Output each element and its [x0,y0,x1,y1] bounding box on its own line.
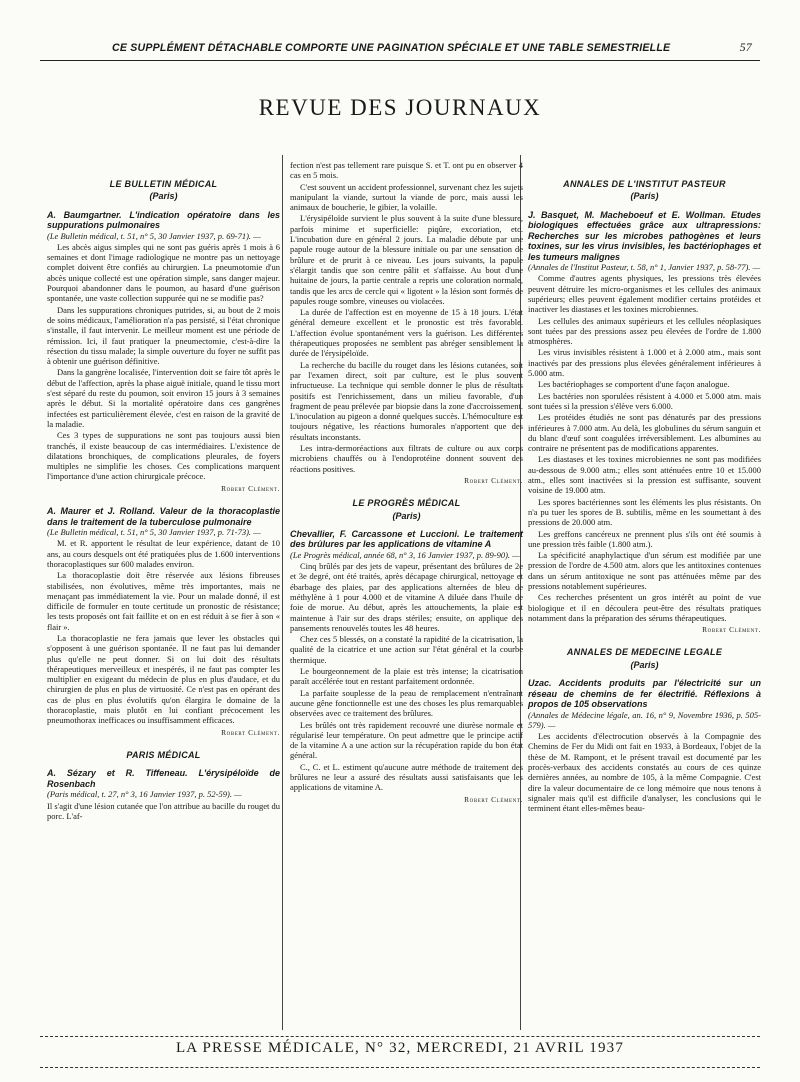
paragraph: La recherche du bacille du rouget dans les lésions cutanées, soit par l'examen direct, soit par culture, est le plus souvent infructueuse. La technique qui semble donner le plus de résultats positifs est l'enrichissement, dans un milieu favorable, d'un fragment de peau prélevée par biopsie dans la zone d'accroissement. L'inoculation au pigeon a donné quelques succès. L'hémoculture est toujours négative, les réactions humorales n'apportent que des résultats inconstants. [290,359,523,442]
paragraph: C'est souvent un accident professionnel, survenant chez les sujets manipulant la viande, surtout la viande de porc, mais aussi les animaux de boucherie, le gibier, la volaille. [290,181,523,213]
header-rule [40,60,760,61]
paragraph: Dans la gangrène localisée, l'intervention doit se faire tôt après le début de l'affection, après la phase aiguë initiale, quand le tissu mort s'est séparé du reste du poumon, soit environ 15 jours à 3 semaines après le début. Si la mortalité opératoire dans ces gangrènes infectées est particulièrement élevée, c'est en raison de la gravité de la maladie. [47,367,280,429]
section-masthead: REVUE DES JOURNAUX [258,95,542,120]
article-heading: Chevallier, F. Carcassone et Luccioni. Le traitement des brûlures par les applications de vitamine A [290,528,523,550]
column-2 [290,160,523,817]
paragraph: Dans les suppurations chroniques putrides, si, au bout de 2 mois de soins médicaux, l'amélioration n'a pas persisté, si l'état chronique s'installe, il faut intervenir. Le meilleur moment est une période de rémission. Ici, il faut pratiquer la pneumectomie, c'est-à-dire la résection du tissu malade; la simple ouverture du foyer ne suffit pas à obtenir une guérison définitive. [47,304,280,367]
paragraph: fection n'est pas tellement rare puisque S. et T. ont pu en observer 4 cas en 5 mois. [290,160,523,181]
author-signature: Robert Clément. [221,727,280,737]
article-heading: J. Basquet, M. Macheboeuf et E. Wollman. Etudes biologiques effectuées grâce aux ultrapressions: Recherches sur les microbes pathogènes et leurs toxines, sur les virus invisibles, les bactériophages et les tumeurs malignes [528,209,761,262]
page-number: 57 [739,40,752,54]
paragraph: Les bactéries non sporulées résistent à 4.000 et 5.000 atm. mais sont tuées si la pression s'élève vers 6.000. [528,390,761,411]
paragraph: Cinq brûlés par des jets de vapeur, présentant des brûlures de 2e et 3e degré, ont été traités, après décapage chirurgical, nettoyage et ébarbage des plaies, par des applications alternées de bleu de méthylène à 1 pour 4.000 et de vitamine A diluée dans l'huile de foie de morue. Au début, après les attouchements, la plaie est maintenue à l'air sur des draps stériles; ensuite, on applique des pansements renouvelés toutes les 48 heures. [290,561,523,633]
paragraph: Les virus invisibles résistent à 1.000 et à 2.000 atm., mais sont inactivés par des pressions plus élevées généralement inférieures à 5.000 atm. [528,347,761,379]
paragraph: La thoracoplastie doit être réservée aux lésions fibreuses stabilisées, non évolutives, même très importantes, mais ne menaçant pas immédiatement la vie. Pour un malade donné, il est difficile de formuler en toute certitude un pronostic de résistance; les tests proposés ont fait faillite et on en est réduit à se fier à son « flair ». [47,570,280,632]
article-reference: (Le Bulletin médical, t. 51, n° 5, 30 Janvier 1937, p. 69-71). — [47,230,261,241]
article-heading: Uzac. Accidents produits par l'électricité sur un réseau de chemins de fer électrifié. Réflexions à propos de 105 observations [528,678,761,710]
paragraph: Il s'agit d'une lésion cutanée que l'on attribue au bacille du rouget du porc. L'af- [47,800,280,821]
supplement-notice: CE SUPPLÉMENT DÉTACHABLE COMPORTE UNE PAGINATION SPÉCIALE ET UNE TABLE SEMESTRIELLE [112,42,671,54]
journal-title: ANNALES DE L'INSTITUT PASTEUR [563,179,726,189]
article-reference: (Annales de Médecine légale, an. 16, n° 9, Novembre 1936, p. 505-579). — [528,709,761,730]
author-signature: Robert Clément. [221,483,280,493]
paragraph: Chez ces 5 blessés, on a constaté la rapidité de la cicatrisation, la qualité de la cicatrice et une action sur l'état général et la courbe thermique. [290,634,523,665]
journal-title: LE PROGRÈS MÉDICAL [352,498,461,509]
paragraph: Le bourgeonnement de la plaie est très intense; la cicatrisation paraît accélérée tout en restant parfaitement ordonnée. [290,666,523,687]
paragraph: Ces recherches présentent un gros intérêt au point de vue biologique et il en découlera peut-être des résultats pratiques notamment dans la préparation des sérums thérapeutiques. [528,592,761,623]
paragraph: Les greffons cancéreux ne prennent plus s'ils ont été soumis à une pression très faible (1.800 atm.). [528,528,761,549]
paragraph: La parfaite souplesse de la peau de remplacement n'entraînant aucune gêne fonctionnelle est une des choses les plus remarquables observées avec ce traitement des brûlures. [290,687,523,719]
paragraph: Les intra-dermoréactions aux filtrats de culture ou aux corps microbiens chauffés ou à l'endoprotéine donnent souvent des réactions positives. [290,443,523,474]
column-divider-1 [282,155,283,1030]
article-heading: A. Maurer et J. Rolland. Valeur de la thoracoplastie dans le traitement de la tuberculose pulmonaire [47,506,280,527]
journal-title: PARIS MÉDICAL [126,749,201,760]
paragraph: La spécificité anaphylactique d'un sérum est modifiée par une pression de l'ordre de 4.500 atm. alors que les antitoxines contenues dans un sérum antitoxique ne sont pas atténuées même par des pressions notablement supérieures. [528,550,761,591]
journal-city: (Paris) [630,191,659,202]
paragraph: Les cellules des animaux supérieurs et les cellules néoplasiques sont tuées par des pressions assez peu élevées de l'ordre de 1.800 atmosphères. [528,315,761,347]
paragraph: La durée de l'affection est en moyenne de 15 à 18 jours. L'état général demeure excellent et le pronostic est très favorable. L'affection évolue spontanément vers la guérison. Les différentes thérapeutiques proposées ne semblent pas abréger sensiblement la durée de l'érysipéloïde. [290,307,523,359]
article-heading: A. Baumgartner. L'indication opératoire dans les suppurations pulmonaires [47,209,280,231]
paragraph: Ces 3 types de suppurations ne sont pas toujours aussi bien tranchés, il existe beaucoup de cas intermédiaires. L'existence de dilatations bronchiques, de complications pleurales, de foyers multiples ne simplifie les choses. Ces complications marquent l'importance d'une action chirurgicale précoce. [47,430,280,482]
paragraph: La thoracoplastie ne fera jamais que lever les obstacles qui s'opposent à une guérison spontanée. Il ne faut pas lui demander plus qu'elle ne peut donner. Si on lui doit des résultats thérapeutiques merveilleux et inespérés, il ne faut pas compter les multiplier en exigeant du médecin de plus en plus d'audace, et du chirurgien de plus en plus de virtuosité. Ce n'est pas en opérant des cas de plus en plus évolutifs qu'on élargira le domaine de la thoracoplastie, mais plutôt en lui confiant précocement les pneumothorax inefficaces ou insuffisamment efficaces. [47,632,280,726]
paragraph: Les diastases et les toxines microbiennes ne sont pas modifiées au-dessous de 9.000 atm.; elles sont atténuées entre 10 et 15.000 atm., elles sont inactivées si la pression est suffisante, souvent voisine de 19.000 atm. [528,454,761,496]
paragraph: Les abcès aigus simples qui ne sont pas guéris après 1 mois à 6 semaines et dont l'image radiologique ne montre pas un nettoyage complet doivent être confiés au chirurgien. La pneumotomie d'un abcès unique collecté est une opération simple, sans danger majeur. Pourquoi abandonner dans le poumon, au hasard d'une guérison spontanée, une vaste collection suppurée qui ne se modifie pas? [47,241,280,304]
page-header [40,38,760,60]
author-signature: Robert Clément. [464,475,523,485]
journal-title: LE BULLETIN MÉDICAL [109,179,218,189]
journal-city: (Paris) [392,510,421,521]
paragraph: C., C. et L. estiment qu'aucune autre méthode de traitement des brûlures ne leur a assuré des résultats aussi satisfaisants que les applications de vitamine A. [290,761,523,793]
column-3 [528,175,761,815]
article-heading: A. Sézary et R. Tiffeneau. L'érysipéloïde de Rosenbach [47,768,280,789]
paragraph: Les spores bactériennes sont les éléments les plus résistants. On n'a pu tuer les spores de B. subtilis, même en les soumettant à des pressions de 20.000 atm. [528,496,761,528]
article-reference: (Paris médical, t. 27, n° 3, 16 Janvier 1937, p. 52-59). — [47,789,242,800]
paragraph: L'érysipéloïde survient le plus souvent à la suite d'une blessure, parfois minime et superficielle: piqûre, excoriation, etc. L'incubation dure en général 2 jours. La maladie débute par une papule rouge autour de la blessure initiale ou par une sensation de brûlure et de prurit à ce niveau. Les jours suivants, la papule s'élargit tandis que son centre pâlit et s'affaisse. Au bout d'une huitaine de jours, la partie centrale a repris une coloration normale, tandis que les arcs de cercle qui « ligotent » la lésion sont formés de papules rouge sombre, vineuses ou violacées. [290,213,523,306]
column-1 [47,175,280,822]
article-reference: (Le Progrès médical, année 68, n° 3, 16 Janvier 1937, p. 89-90). — [290,549,520,560]
author-signature: Robert Clément. [464,794,523,804]
paragraph: Comme d'autres agents physiques, les pressions très élevées peuvent détruire les micro-organismes et les cellules des animaux supérieurs; elles peuvent également modifier certains protéides et inactiver les diastases et les toxines microbiennes. [528,273,761,315]
article-reference: (Annales de l'Institut Pasteur, t. 58, n° 1, Janvier 1937, p. 58-77). — [528,262,761,273]
page-footer [40,1036,760,1068]
journal-city: (Paris) [149,191,178,202]
paragraph: Les bactériophages se comportent d'une façon analogue. [538,379,730,390]
paragraph: Les brûlés ont très rapidement recouvré une diurèse normale et régularisé leur température. On peut admettre que le principe actif de la vitamine A a une action sur la récupération rapide du bon état général. [290,719,523,761]
publication-line: LA PRESSE MÉDICALE, N° 32, MERCREDI, 21 AVRIL 1937 [175,1040,625,1056]
author-signature: Robert Clément. [702,625,761,635]
journal-title: ANNALES DE MEDECINE LEGALE [566,647,723,658]
paragraph: Les accidents d'électrocution observés à la Compagnie des Chemins de Fer du Midi ont fait en 1933, à Bordeaux, l'objet de la thèse de M. Rampont, et le présent travail est documenté par les procès-verbaux des accidents constatés au cours de ces quinze dernières années, au nombre de 105, à la même Compagnie. C'est dire la valeur documentaire de ce long mémoire que nous tenons à signaler mais qu'il est difficile d'analyser, les conclusions qui le terminent étant elles-mêmes beau- [528,731,761,814]
paragraph: Les protéides étudiés ne sont pas dénaturés par des pressions inférieures à 7.000 atm. Au delà, les globulines du sérum sanguin et du blanc d'œuf sont coagulées irréversiblement. Les albumines au contraire ne présentent pas de modifications apparentes. [528,412,761,454]
journal-city: (Paris) [630,659,659,670]
article-reference: (Le Bulletin médical, t. 51, n° 5, 30 Janvier 1937, p. 71-73). — [47,527,261,538]
paragraph: M. et R. apportent le résultat de leur expérience, datant de 10 ans, au cours desquels ont été pratiquées plus de 1.600 interventions thoracoplastiques sur 600 malades environ. [47,538,280,569]
